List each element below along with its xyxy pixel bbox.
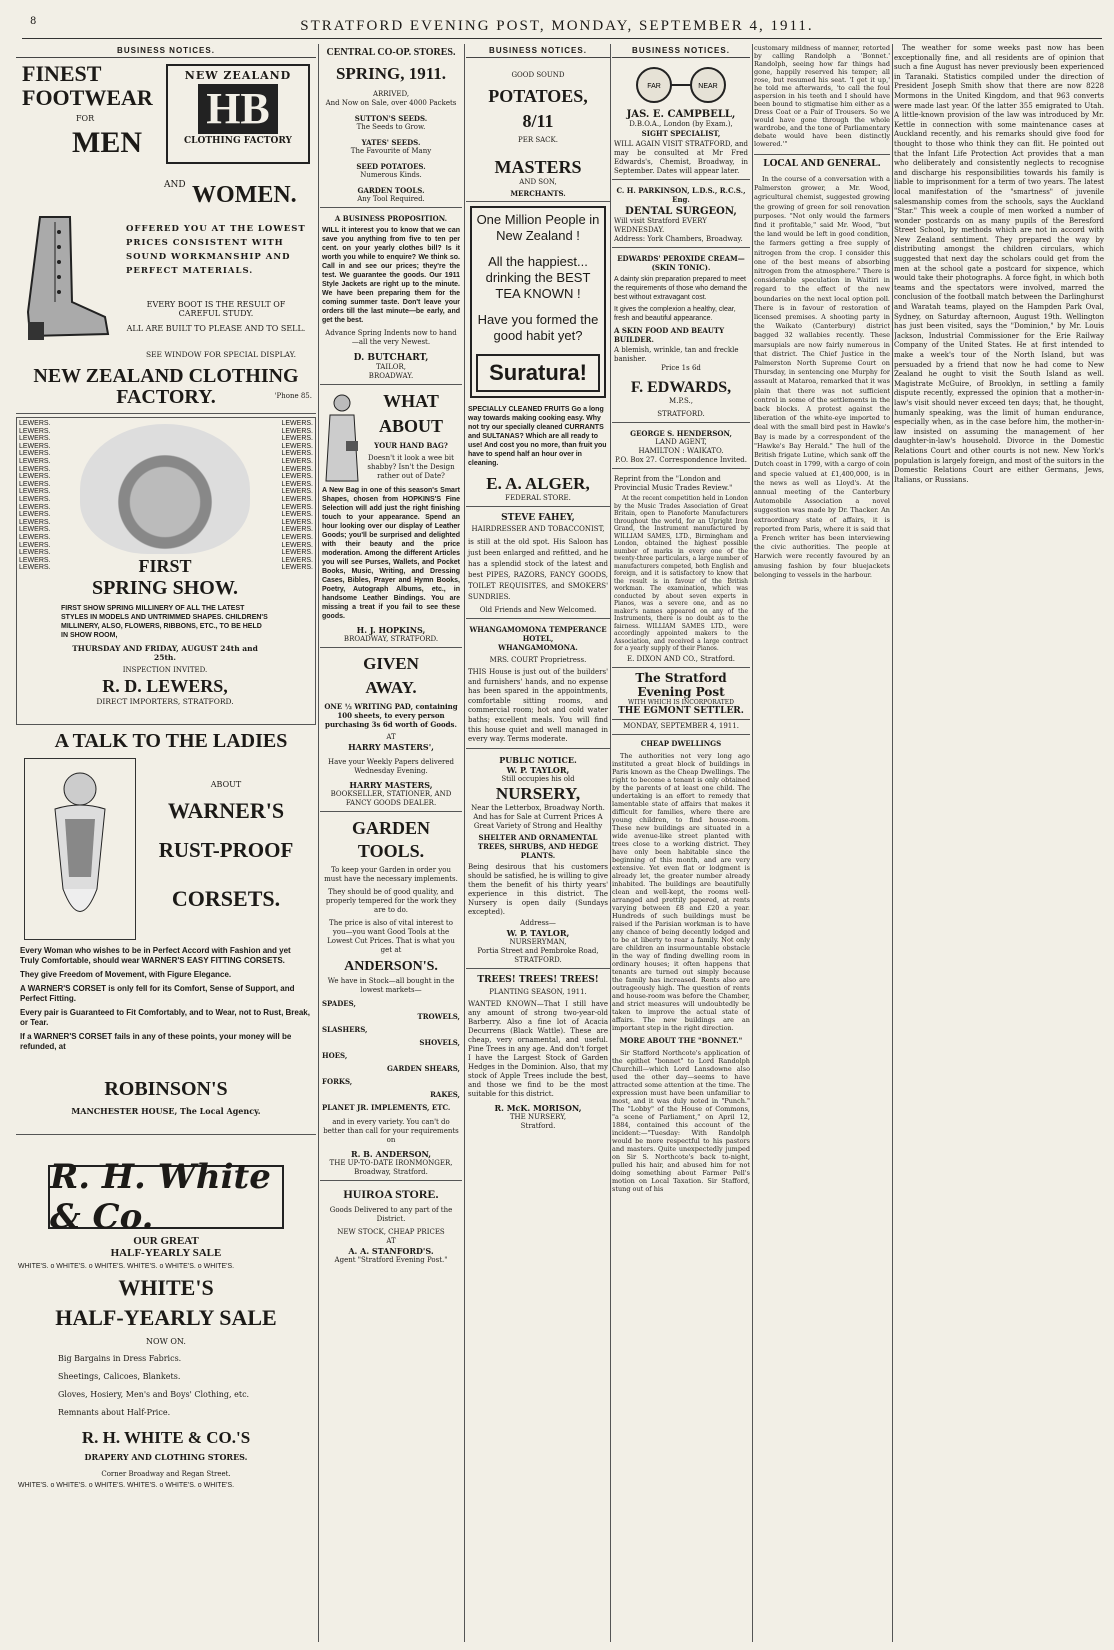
border-word: LEWERS. <box>281 556 313 564</box>
ad-text: Numerous Kinds. <box>360 171 422 179</box>
ad-text: HARRY MASTERS', <box>348 742 434 752</box>
ad-text: HAMILTON : WAIKATO. <box>638 447 724 455</box>
column-3 <box>466 44 610 1642</box>
ad-text: Every Woman who wishes to be in Perfect Accord with Fashion and yet Truly Comfortable, should wear WARNER'S EASY FITTING CORSETS. <box>20 946 291 965</box>
ad-text: TOOLS. <box>357 841 425 861</box>
border-word: LEWERS. <box>19 518 51 526</box>
border-word: LEWERS. <box>281 488 313 496</box>
ad-text: Still occupies his old <box>501 774 575 783</box>
hat-illustration <box>80 424 250 554</box>
border-word: LEWERS. <box>281 526 313 534</box>
ad-text: WHITE'S. o WHITE'S. o WHITE'S. WHITE'S. o WHITE'S. o WHITE'S. <box>18 1263 235 1270</box>
ad-text: NEW STOCK, CHEAP PRICES <box>337 1228 445 1236</box>
ad-text: R. B. ANDERSON, <box>350 1149 432 1159</box>
ad-text: 'Phone 85. <box>274 392 312 400</box>
ad-text: OFFERED YOU AT THE LOWEST PRICES CONSISTENT WITH SOUND WORKMANSHIP AND PERFECT MATERIALS. <box>126 224 306 276</box>
ad-text: D.B.O.A., London (by Exam.), <box>629 120 733 128</box>
ad-text: They give Freedom of Movement, with Figure Elegance. <box>20 970 232 979</box>
ad-text: Near the Letterbox, Broadway North. And has for Sale at Current Prices A Great Variety of Strong and Healthy <box>471 803 605 830</box>
ad-text: Big Bargains in Dress Fabrics. <box>58 1353 182 1363</box>
ad-text: At the recent competition held in London by the Music Trades Association of Great Britain, open to Pianoforte Manufacturers throughout the world, for an Upright Iron Grand, the Instrument manufactured by WILLIAM SAMES, LTD., Birmingham and London, obtained the highest possible number of marks in every one of the twenty-three particulars, a large number of manufacturers competed, both English and foreign, and it is satisfactory to know that the result is in favour of the British workman. The examination, which was conducted by about seven experts in Pianos, was a severe one, and as no maker's names appeared on any of the Instruments, there is no doubt as to the fairness. WILLIAM SAMES LTD., were accordingly appointed makers to the Association, and received a large contract for a yearly supply of their Pianos. <box>614 495 748 652</box>
warners-text <box>20 946 312 1052</box>
border-word: LEWERS. <box>281 465 313 473</box>
border-word: LEWERS. <box>19 541 51 549</box>
border-word: LEWERS. <box>19 473 51 481</box>
ad-text: DIRECT IMPORTERS, STRATFORD. <box>96 697 234 706</box>
ad-text: A New Bag in one of this season's Smart Shapes, chosen from HOPKINS'S Fine Selection will add just the right finishing touch to your appearance. Spend an hour looking over our display of Leather Goods; you'll be surprised and delighted with their beauty and the price moderation. Among the different Articles you will see Purses, Wallets, and Pocket Books, Music, Writing, and Dressing Cases, Bibles, Prayer and Hymn Books, Poetry, Autograph Albums, etc., in handsome Leather Bindings. You are missing a treat if you fail to see these goods. <box>322 487 460 620</box>
section-heading: BUSINESS NOTICES. <box>16 44 316 58</box>
alger-fruits-ad <box>466 402 610 507</box>
ad-text: Reprint from the "London and Provincial Music Trades Review." <box>614 475 733 492</box>
border-word: LEWERS. <box>281 480 313 488</box>
ad-text: C. H. PARKINSON, L.D.S., R.C.S., Eng. <box>616 186 746 204</box>
ad-text: W. P. TAYLOR, <box>506 927 570 938</box>
dixon-piano-ad <box>612 472 750 668</box>
lewers-ad <box>16 417 316 725</box>
ad-text: SPECIALLY CLEANED FRUITS Go a long way towards making cooking easy. Why not try our specially cleaned CURRANTS and SULTANAS? Which are all ready to use! And cost you no more, than fruit you have to spend half an hour over in cleaning. <box>468 406 607 467</box>
white-items <box>58 1350 314 1422</box>
ad-text: WILL AGAIN VISIT STRATFORD, and may be consulted at Mr Fred Edwards's, Chemist, Broadway, in September. Dates will appear later. <box>614 140 748 175</box>
huiroa-store-ad <box>320 1184 462 1268</box>
column-rule <box>752 44 753 1642</box>
ad-text: GARDEN TOOLS. <box>357 186 425 195</box>
editorial-masthead <box>612 671 750 735</box>
column-4 <box>612 44 750 1642</box>
ad-text: CORSETS. <box>171 886 281 911</box>
ad-text: HALF-YEARLY SALE <box>55 1304 277 1330</box>
ad-text: LAND AGENT, <box>655 438 707 446</box>
ad-text: and in every variety. You can't do better than call for your requirements on <box>323 1118 459 1144</box>
border-word: LEWERS. <box>19 564 51 572</box>
border-word: LEWERS. <box>281 503 313 511</box>
ad-text: ANDERSON'S. <box>344 959 438 974</box>
ad-text: FEDERAL STORE. <box>505 494 571 502</box>
ad-text: HAIRDRESSER AND TOBACCONIST, <box>471 525 605 533</box>
ad-text: BROADWAY. <box>368 372 414 380</box>
ad-text: MRS. COURT Proprietress. <box>489 656 587 664</box>
column-rule <box>892 44 893 1642</box>
ad-text: A SKIN FOOD AND BEAUTY BUILDER. <box>614 326 725 344</box>
ad-text: The price is also of vital interest to you—you want Good Tools at the Lowest Cut Prices. That is what you get at <box>327 919 455 954</box>
morison-trees-ad <box>466 972 610 1134</box>
ad-text: NURSERY, <box>495 783 581 803</box>
column-5 <box>754 44 890 1642</box>
woman-corset-illustration <box>25 759 135 939</box>
ad-text: WILL it interest you to know that we can save you anything from five to ten per cent. on your yearly clothes bill? Is it worth you while to enquire? We think so. Call in and see our prices; they're the test. We guarantee the goods. Our 1911 Style Jackets are right up to the minute. We have been preparing them for the coming summer taste. Don't leave your orders till the last minute—be early, and get the best. <box>322 227 460 324</box>
ad-text: AT <box>386 733 396 741</box>
ad-text: CENTRAL CO-OP. STORES. <box>326 47 456 58</box>
ad-text: GARDEN <box>351 818 430 838</box>
white-co-logo: R. H. White & Co. <box>48 1165 284 1229</box>
warners-corset-ad <box>16 728 316 1135</box>
ad-text: WOMEN. <box>192 182 297 208</box>
ad-text: THE EGMONT SETTLER. <box>618 705 744 716</box>
boot-illustration <box>20 212 110 342</box>
ad-text: EVERY BOOT IS THE RESULT OF CAREFUL STUDY. <box>146 300 286 318</box>
corset-illustration-frame <box>24 758 136 940</box>
ad-text: Remnants about Half-Price. <box>58 1407 171 1417</box>
ad-text: Agent "Stratford Evening Post." <box>334 1256 448 1264</box>
article-body: customary mildness of manner, retorted by calling Randolph a 'Bonnet.' Randolph, seeing how far things had gone, happily reserved his temper; all rose, but resumed his seat. 'I get it up,' he told me afterwards, 'to call the foul aspersion in his teeth and I should have been bound to stigmatise him either as a Dress Coat or a Pair of Trousers. So we would have gone through the whole wardrobe, and the tone of Parliamentary debate would have been distinctly lowered.'" <box>754 44 890 148</box>
border-word: LEWERS. <box>281 427 313 435</box>
ad-text: BROADWAY, STRATFORD. <box>343 635 439 643</box>
logo-text: HB <box>198 84 278 134</box>
ad-text: SIGHT SPECIALIST, <box>641 129 721 138</box>
border-word: LEWERS. <box>19 465 51 473</box>
ad-text: Advance Spring Indents now to hand—all the very Newest. <box>325 329 457 346</box>
ad-text: Have your Weekly Papers delivered Wednesday Evening. <box>328 758 454 775</box>
ad-text: SEED POTATOES. <box>356 162 426 171</box>
tool-list-item: SLASHERS, <box>322 1025 368 1034</box>
logo-text: NEW ZEALAND <box>184 69 292 82</box>
section-heading: BUSINESS NOTICES. <box>612 44 750 58</box>
column-rule <box>464 44 465 1642</box>
ad-text: JAS. E. CAMPBELL, <box>626 109 736 120</box>
ad-text: BOOKSELLER, STATIONER, AND FANCY GOODS DEALER. <box>330 790 452 807</box>
hb-footwear-ad <box>16 62 316 414</box>
ad-text: A BUSINESS PROPOSITION. <box>334 214 448 223</box>
ad-text: GEORGE S. HENDERSON, <box>630 429 732 438</box>
ad-text: THURSDAY AND FRIDAY, AUGUST 24th and 25th. <box>72 644 258 662</box>
article-headline: MORE ABOUT THE "BONNET." <box>619 1035 743 1045</box>
ad-text: NURSERYMAN, <box>509 937 567 946</box>
ad-text: STRATFORD. <box>657 410 705 418</box>
ad-text: MANCHESTER HOUSE, The Local Agency. <box>71 1106 261 1116</box>
border-word: LEWERS. <box>281 435 313 443</box>
ad-text: R. D. LEWERS, <box>102 676 228 696</box>
ad-text: WHAT <box>383 391 439 411</box>
spectacles-icon <box>614 65 748 105</box>
ad-text: DENTAL SURGEON, <box>625 206 737 217</box>
ad-text: The Favourite of Many <box>350 147 432 155</box>
border-word: LEWERS. <box>281 533 313 541</box>
ad-text: SEE WINDOW FOR SPECIAL DISPLAY. <box>145 350 297 359</box>
ad-text: R. H. WHITE & CO.'S <box>81 1427 251 1447</box>
ad-text: Stratford. <box>520 1121 556 1130</box>
tool-list-item: GARDEN SHEARS, <box>387 1064 460 1073</box>
column-2 <box>320 44 462 1642</box>
border-word: LEWERS. <box>281 473 313 481</box>
butchart-ad <box>320 211 462 385</box>
border-word: LEWERS. <box>19 480 51 488</box>
article-body: The authorities not very long ago instituted a great block of buildings in Paris known as the Cheap Dwellings. The right to become a tenant is only obtained by the parents of at least one child. The undertaking is an effort to remedy that lamentable state of affairs that makes it difficult for families, where there are young children, to find house-room. These new buildings are situated in a wide avenue-like street planted with trees close to a working district. They have only been habitable since the beginning of this month, and are very extensive. Yet even flat or lodgment is already let, the greater number already inhabited. The buildings are beautifully clean and well-kept, the rooms well-arranged and prettily papered, at rents varying between £8 and £20 a year. Hundreds of such buildings must be raised if the Parisian workman is to have any chance of being decently lodged and to be at liberty to rear a family. Not only are children an insurmountable obstacle in the way of finding dwelling room in ordinary houses; it often happens that tenants are turned out simply because the family has increased. Rents also are outrageously high. The question of rents and house-room was before the Chamber, and strict measures will undoubtedly be taken to improve the actual state of affairs. The new buildings are an important step in the right direction. <box>612 751 750 1032</box>
section-heading: BUSINESS NOTICES. <box>466 44 610 58</box>
hopkins-ad <box>320 388 462 648</box>
ad-text: AWAY. <box>365 678 417 697</box>
border-word: LEWERS. <box>281 518 313 526</box>
tool-list-item: PLANET JR. IMPLEMENTS, ETC. <box>322 1103 451 1112</box>
ad-text: MASTERS <box>494 157 582 177</box>
border-word: LEWERS. <box>281 457 313 465</box>
ad-text: SPRING, 1911. <box>335 64 447 83</box>
tool-list-item: SPADES, <box>322 999 356 1008</box>
ad-text: Sheetings, Calicoes, Blankets. <box>58 1371 181 1381</box>
border-word: LEWERS. <box>19 435 51 443</box>
ad-text: OUR GREAT <box>133 1235 199 1247</box>
steve-fahey-ad <box>466 510 610 619</box>
ad-text: ALL ARE BUILT TO PLEASE AND TO SELL. <box>126 324 306 333</box>
ad-text: Any Tool Required. <box>357 195 425 203</box>
henderson-ad <box>612 426 750 469</box>
border-word: LEWERS. <box>19 495 51 503</box>
lewers-content <box>61 422 269 706</box>
anderson-ad <box>320 815 462 1181</box>
ad-text: HALF-YEARLY SALE <box>110 1247 222 1259</box>
masthead <box>0 0 1114 40</box>
ad-text: ROBINSON'S <box>104 1078 228 1100</box>
ad-text: PLANTING SEASON, 1911. <box>489 987 587 996</box>
ad-text: AND SON, <box>519 178 557 186</box>
ad-text: PER SACK. <box>518 136 558 144</box>
logo-text: CLOTHING FACTORY <box>184 136 292 146</box>
border-word: LEWERS. <box>19 526 51 534</box>
ad-text: A WARNER'S CORSET is only fell for its Comfort, Sense of Support, and Perfect Fitting. <box>20 984 295 1003</box>
ad-text: WITH WHICH IS INCORPORATED <box>628 698 734 706</box>
border-word: LEWERS. <box>19 450 51 458</box>
ad-text: FIRST <box>138 556 192 576</box>
article-body: Sir Stafford Northcote's application of the epithet "bonnet" to Lord Randolph Churchill—which Lord Lansdowne also used the other day—seems to have attracted some attention at the time. The expression must have been unfamiliar to most, and it was duly noted in "Punch." The "Lobby" of the House of Commons, "a scene of Parliament," on April 12, 1884, contained this account of the incident:—"Tuesday: With Randolph would be more respectful to his pastors and masters. Quite unexpectedly jumped on Sir S. Northcote's back to-night, pulled his hair, and abused him for not doing something about Farmer Pell's motion on Local Taxation. Sir Stafford, stung out of his <box>612 1048 750 1193</box>
ad-text: SPRING SHOW. <box>92 577 238 599</box>
border-word: LEWERS. <box>281 420 313 427</box>
tools-list <box>322 997 460 1114</box>
border-word: LEWERS. <box>281 495 313 503</box>
ad-text: MERCHANTS. <box>510 189 566 198</box>
ad-text: WHANGAMOMONA TEMPERANCE HOTEL, <box>469 625 607 643</box>
ad-text: HARRY MASTERS, <box>349 780 433 790</box>
ad-text: THIS House is just out of the builders' and furnishers' hands, and no expense has been spared in the appointments, comfortable sitting rooms, and commercial room; hot and cold water baths; excellent meals. You will find this house quiet and well managed in every way. Terms moderate. <box>468 668 608 744</box>
border-word: LEWERS. <box>19 533 51 541</box>
ad-text: RUST-PROOF <box>158 838 294 862</box>
column-6 <box>894 44 1104 1642</box>
ad-text: AT <box>386 1237 396 1245</box>
far-label: FAR <box>647 83 661 90</box>
tool-list-item: FORKS, <box>322 1077 353 1086</box>
ad-text: SHELTER AND ORNAMENTAL TREES, SHRUBS, AND HEDGE PLANTS. <box>477 832 599 860</box>
ad-text: TAILOR, <box>376 363 406 371</box>
page-number: 8 <box>30 16 37 27</box>
border-word: LEWERS. <box>19 442 51 450</box>
ad-text: It gives the complexion a healthy, clear, fresh and beautiful appearance. <box>614 306 736 322</box>
border-word: LEWERS. <box>19 488 51 496</box>
ad-text: FOR <box>76 114 95 123</box>
tool-list-item: HOES, <box>322 1051 348 1060</box>
ad-text: A blemish, wrinkle, tan and freckle banisher. <box>614 346 739 363</box>
ad-text: ABOUT <box>210 780 242 789</box>
ad-text: Have you formed the good habit yet? <box>477 312 599 343</box>
ad-text: GOOD SOUND <box>511 71 565 79</box>
ad-text: FOOTWEAR <box>22 85 153 110</box>
border-word: LEWERS. <box>19 420 51 427</box>
border-word: LEWERS. <box>19 503 51 511</box>
ad-headline <box>22 62 153 110</box>
near-label: NEAR <box>698 83 718 90</box>
ad-text: PUBLIC NOTICE. <box>499 754 577 765</box>
article-headline: LOCAL AND GENERAL. <box>754 154 890 169</box>
ad-text: FIRST SHOW SPRING MILLINERY OF ALL THE LATEST STYLES IN MODELS AND UNTRIMMED SHAPES. CHILDREN'S MILLINERY, ALSO, FLOWERS, RIBBONS, ETC., TO BE HELD IN SHOW ROOM, <box>61 605 268 639</box>
border-word: LEWERS. <box>281 564 313 572</box>
ad-text: NEW ZEALAND CLOTHING FACTORY. <box>33 365 299 408</box>
border-word: LEWERS. <box>19 457 51 465</box>
ad-text: WHITE'S <box>118 1274 214 1300</box>
taylor-nursery-ad <box>466 752 610 969</box>
harry-masters-ad <box>320 651 462 812</box>
ad-text: Corner Broadway and Regan Street. <box>101 1469 231 1478</box>
ad-text: GIVEN <box>363 654 419 673</box>
article-body: In the course of a conversation with a Palmerston grower, a Mr. Wood, agricultural chemist, suggested growing the growing of green for soil renovation purposes. "Not only would the farmers find it profitable," said Mr. Wood, "but the land would be left in good condition, the farmers getting a free supply of nitrogen from the crop. I consider this one of the best means of absorbing nitrogen from the atmosphere." There is considerable speculation in Waitiri in regard to the effect of the new boundaries on the next local option poll. There is in favour of restoration of licensed premises. A shooting party in the Waikato (Canterbury) district bagged 32 wallabies recently. These marsupials are now fairly numerous in that district. The Chief Justice in the Palmerston North Supreme Court on Thursday, in sentencing one Murphy for assault at Mataroa, remarked that it was plain that there was not sufficient control in some of the settlements in the back blocks. A protest against the liberation of the white-eye imported to deal with the small bird pest in Hawke's Bay is made by a correspondent of the "Hawke's Bay Herald." The hull of the British frigate Lutine, which sank off the Dutch coast in 1799, with a cargo of coin and specie valued at £1,400,000, is in the news as well as Lloyd's. At the annual meeting of the Canterbury Automobile Association a novel suggestion was made by Dr. Thacker. An extraordinary state of affairs, it is reported from Paris, where it is said that a French writer has been interviewing the civic authorities. The people at Harwich were recently favoured by an amusing fashion by four bluejackets belonging to vessels in the harbour. <box>754 175 890 579</box>
ad-text: A dainty skin preparation prepared to meet the requirements of those who demand the best without extravagant cost. <box>614 276 748 301</box>
page-title: STRATFORD EVENING POST, MONDAY, SEPTEMBER 4, 1911. <box>300 18 814 34</box>
ad-text: F. EDWARDS, <box>630 379 732 396</box>
ad-text: If a WARNER'S CORSET fails in any of these points, your money will be refunded, at <box>20 1032 292 1051</box>
ad-text: Broadway, Stratford. <box>354 1168 428 1176</box>
ad-text: The Seeds to Grow. <box>356 123 426 131</box>
ad-text: WANTED KNOWN—That I still have any amount of strong two-year-old Barberry. Also a fine lot of Acacia Decurrens (Black Wattle). These are cheap, very ornamental, and useful. Pine Trees in any age. And don't forget I have the Largest Stock of Garden Hedges in the Dominion. Also, that my stock of Apple Trees include the best, and those we find to be the most suitable for this district. <box>468 999 608 1098</box>
ad-text: E. DIXON AND CO., Stratford. <box>626 654 736 663</box>
ad-text: ARRIVED, <box>372 90 410 98</box>
border-word: LEWERS. <box>19 427 51 435</box>
border-word: LEWERS. <box>19 511 51 519</box>
tool-list-item: RAKES, <box>430 1090 460 1099</box>
ad-text: D. BUTCHART, <box>353 353 429 363</box>
border-word: LEWERS. <box>281 442 313 450</box>
ad-text: E. A. ALGER, <box>486 474 590 493</box>
ad-text: NOW ON. <box>146 1336 186 1346</box>
ad-text: ABOUT <box>378 416 443 436</box>
ad-text: Price 1s 6d <box>661 364 701 372</box>
ad-text: THE NURSERY, <box>509 1112 567 1121</box>
article-body: The weather for some weeks past now has been exceptionally fine, and all residents are of opinion that such a fine August has never previously been experienced in Taranaki. Statistics compiled under the direction of President Joseph Smith show that there are now 8228 Mormons in the United Kingdom, and that 963 converts were made last year. Of the latter 355 emigrated to Utah. A little-known provision of the law was introduced by Mr. Kettle in connection with some maintenance cases at Auckland recently, and his remarks should give food for thought to those who think they can flit. He pointed out that the Infant Life Protection Act provides that a man who deliberately and consistently neglects to recognise and discharge his responsibilities towards his family is liable to imprisonment for a term of two years. The latest local manifestation of the "smartness" of juvenile salesmanship comes from the schools, says the Auckland "Star." This week a couple of men worked a number of wonder postcards on as many pupils of the Beresford Street School, by methods which are not in accord with New Zealand sentiment. They prepared the way by distributing amongst the children circulars, which suggested that next day the scholars could get from the men at the school gate a postcard for sixpence, which would take their photographs. A force fight, in which both teams and the spectators were involved, marred the conclusion of the football match between the Darlinghurst and Waratah teams, played on the Hampden Park Oval, Sydney, on Saturday afternoon, August 19th. Wellington has just been visited, says the "Dominion," by Mr. Louis Jackson, Industrial Commissioner for the Erie Railway Company of the United States. He at first intended to make a week's tour of the North Island, but was persuaded by a friend that now he had come to New Zealand he ought to visit the South Island as well. Magistrate McGuire, of Brooklyn, in settling a family dispute recently, expressed the opinion that a mother-in-law's visit should never exceed ten days; that, he thought, humanly speaking, was the limit of human endurance, especially when, as in the case before him, the mother-in-law insisted on assuming the management of her daughter-in-law's household. Divorce in the Domestic Relations Court and other courts is not new. New York's population is largely foreign, and most of the suitors in the Domestic Relations Court are either Germans, Jews, Italians, or Russians. <box>894 44 1104 484</box>
ad-text: FINEST <box>22 61 102 86</box>
border-word: LEWERS. <box>281 511 313 519</box>
ad-text: 8/11 <box>522 111 554 131</box>
ad-text: SUTTON'S SEEDS. <box>354 114 428 123</box>
ad-text: YOUR HAND BAG? <box>374 441 448 450</box>
ad-text: H. J. HOPKINS, <box>356 625 426 635</box>
masthead-rule <box>22 38 1102 39</box>
tool-list-item: TROWELS, <box>417 1012 460 1021</box>
whangamomona-hotel-ad <box>466 622 610 749</box>
ad-text: M.P.S., <box>669 397 693 405</box>
column-rule <box>318 44 319 1642</box>
parkinson-dental-ad <box>612 183 750 248</box>
ad-text: HUIROA STORE. <box>343 1187 439 1201</box>
ad-text: WHITE'S. o WHITE'S. o WHITE'S. WHITE'S. o WHITE'S. o WHITE'S. <box>18 1481 235 1489</box>
masters-potatoes-ad <box>466 62 610 202</box>
ad-text: R. McK. MORISON, <box>494 1102 582 1113</box>
ad-text: INSPECTION INVITED. <box>122 666 208 674</box>
ad-text: YATES' SEEDS. <box>361 138 421 147</box>
ad-text: To keep your Garden in order you must have the necessary implements. <box>324 866 458 883</box>
ad-text: Suratura! <box>476 354 600 392</box>
ad-text: EDWARDS' PEROXIDE CREAM—(SKIN TONIC). <box>617 254 745 272</box>
border-word: LEWERS. <box>281 450 313 458</box>
ad-text: Gloves, Hosiery, Men's and Boys' Clothing, etc. <box>58 1389 250 1399</box>
ad-text: POTATOES, <box>488 86 588 106</box>
ad-text: And Now on Sale, over 4000 Packets <box>325 99 457 107</box>
ad-text: TREES! TREES! TREES! <box>477 974 599 985</box>
central-coop-ad <box>320 44 462 208</box>
ad-text: P.O. Box 27. Correspondence Invited. <box>615 456 747 464</box>
ad-text: WHANGAMOMONA. <box>498 643 578 652</box>
ad-text: Doesn't it look a wee bit shabby? Isn't the Design rather out of Date? <box>367 454 455 480</box>
tool-list-item: SHOVELS, <box>419 1038 460 1047</box>
border-word: LEWERS. <box>281 541 313 549</box>
ad-text: One Million People in New Zealand ! <box>476 212 600 243</box>
column-1 <box>16 44 316 1642</box>
ad-text: Every pair is Guaranteed to Fit Comfortably, and to Wear, not to Rust, Break, or Tear. <box>20 1008 310 1027</box>
border-word: LEWERS. <box>19 549 51 557</box>
ad-text: WARNER'S <box>167 798 285 823</box>
ad-text: Will visit Stratford EVERY WEDNESDAY. <box>614 217 707 234</box>
figure-illustration <box>322 391 362 486</box>
ad-text: All the happiest... drinking the BEST TEA KNOWN ! <box>485 254 591 301</box>
white-co-ad <box>16 1138 316 1564</box>
lewers-border-left <box>19 420 59 572</box>
border-word: LEWERS. <box>19 556 51 564</box>
ad-text: THE UP-TO-DATE IRONMONGER, <box>329 1159 453 1167</box>
ad-text: A. A. STANFORD'S. <box>348 1246 434 1256</box>
ad-text: MEN <box>72 126 142 159</box>
ad-text: Address— <box>520 918 556 927</box>
ad-text: W. P. TAYLOR, <box>506 764 570 775</box>
hb-logo <box>166 64 310 164</box>
ad-text: A TALK TO THE LADIES <box>54 730 288 752</box>
ad-text: is still at the old spot. His Saloon has just been enlarged and refitted, and he has a splendid stock of the latest and best PIPES, RAZORS, FANCY GOODS, TOILET REQUISITES, and SMOKERS' SUNDRIES. <box>468 538 608 601</box>
newspaper-name: The Stratford Evening Post <box>635 670 727 699</box>
column-rule <box>610 44 611 1642</box>
ad-text: AND <box>164 180 186 190</box>
campbell-sight-ad <box>612 62 750 180</box>
ad-text: Portia Street and Pembroke Road, STRATFORD. <box>477 946 599 964</box>
ad-text: Address: York Chambers, Broadway. <box>614 235 743 243</box>
ad-text: They should be of good quality, and properly tempered for the work they are to do. <box>325 888 457 914</box>
ad-text: We have in Stock—all bought in the lowest markets— <box>327 977 455 994</box>
edwards-peroxide-ad <box>612 251 750 423</box>
ad-text: Goods Delivered to any part of the District. <box>329 1206 453 1223</box>
ad-text: Old Friends and New Welcomed. <box>479 606 597 614</box>
suratura-tea-ad <box>470 206 606 398</box>
article-headline: CHEAP DWELLINGS <box>640 738 722 748</box>
ad-text: Being desirous that his customers should be satisfied, he is willing to give them the benefit of his thirty years' experience in this district. The Nursery is open daily (Sundays excepted). <box>468 862 608 916</box>
ad-text: STEVE FAHEY, <box>501 513 575 523</box>
border-word: LEWERS. <box>281 549 313 557</box>
ad-text: MONDAY, SEPTEMBER 4, 1911. <box>612 719 750 731</box>
ad-text: ONE ½ WRITING PAD, containing 100 sheets, to every person purchasing 3s 6d worth of Goods. <box>324 702 458 729</box>
ad-text: DRAPERY AND CLOTHING STORES. <box>84 1451 248 1462</box>
lewers-border-right <box>273 420 313 572</box>
